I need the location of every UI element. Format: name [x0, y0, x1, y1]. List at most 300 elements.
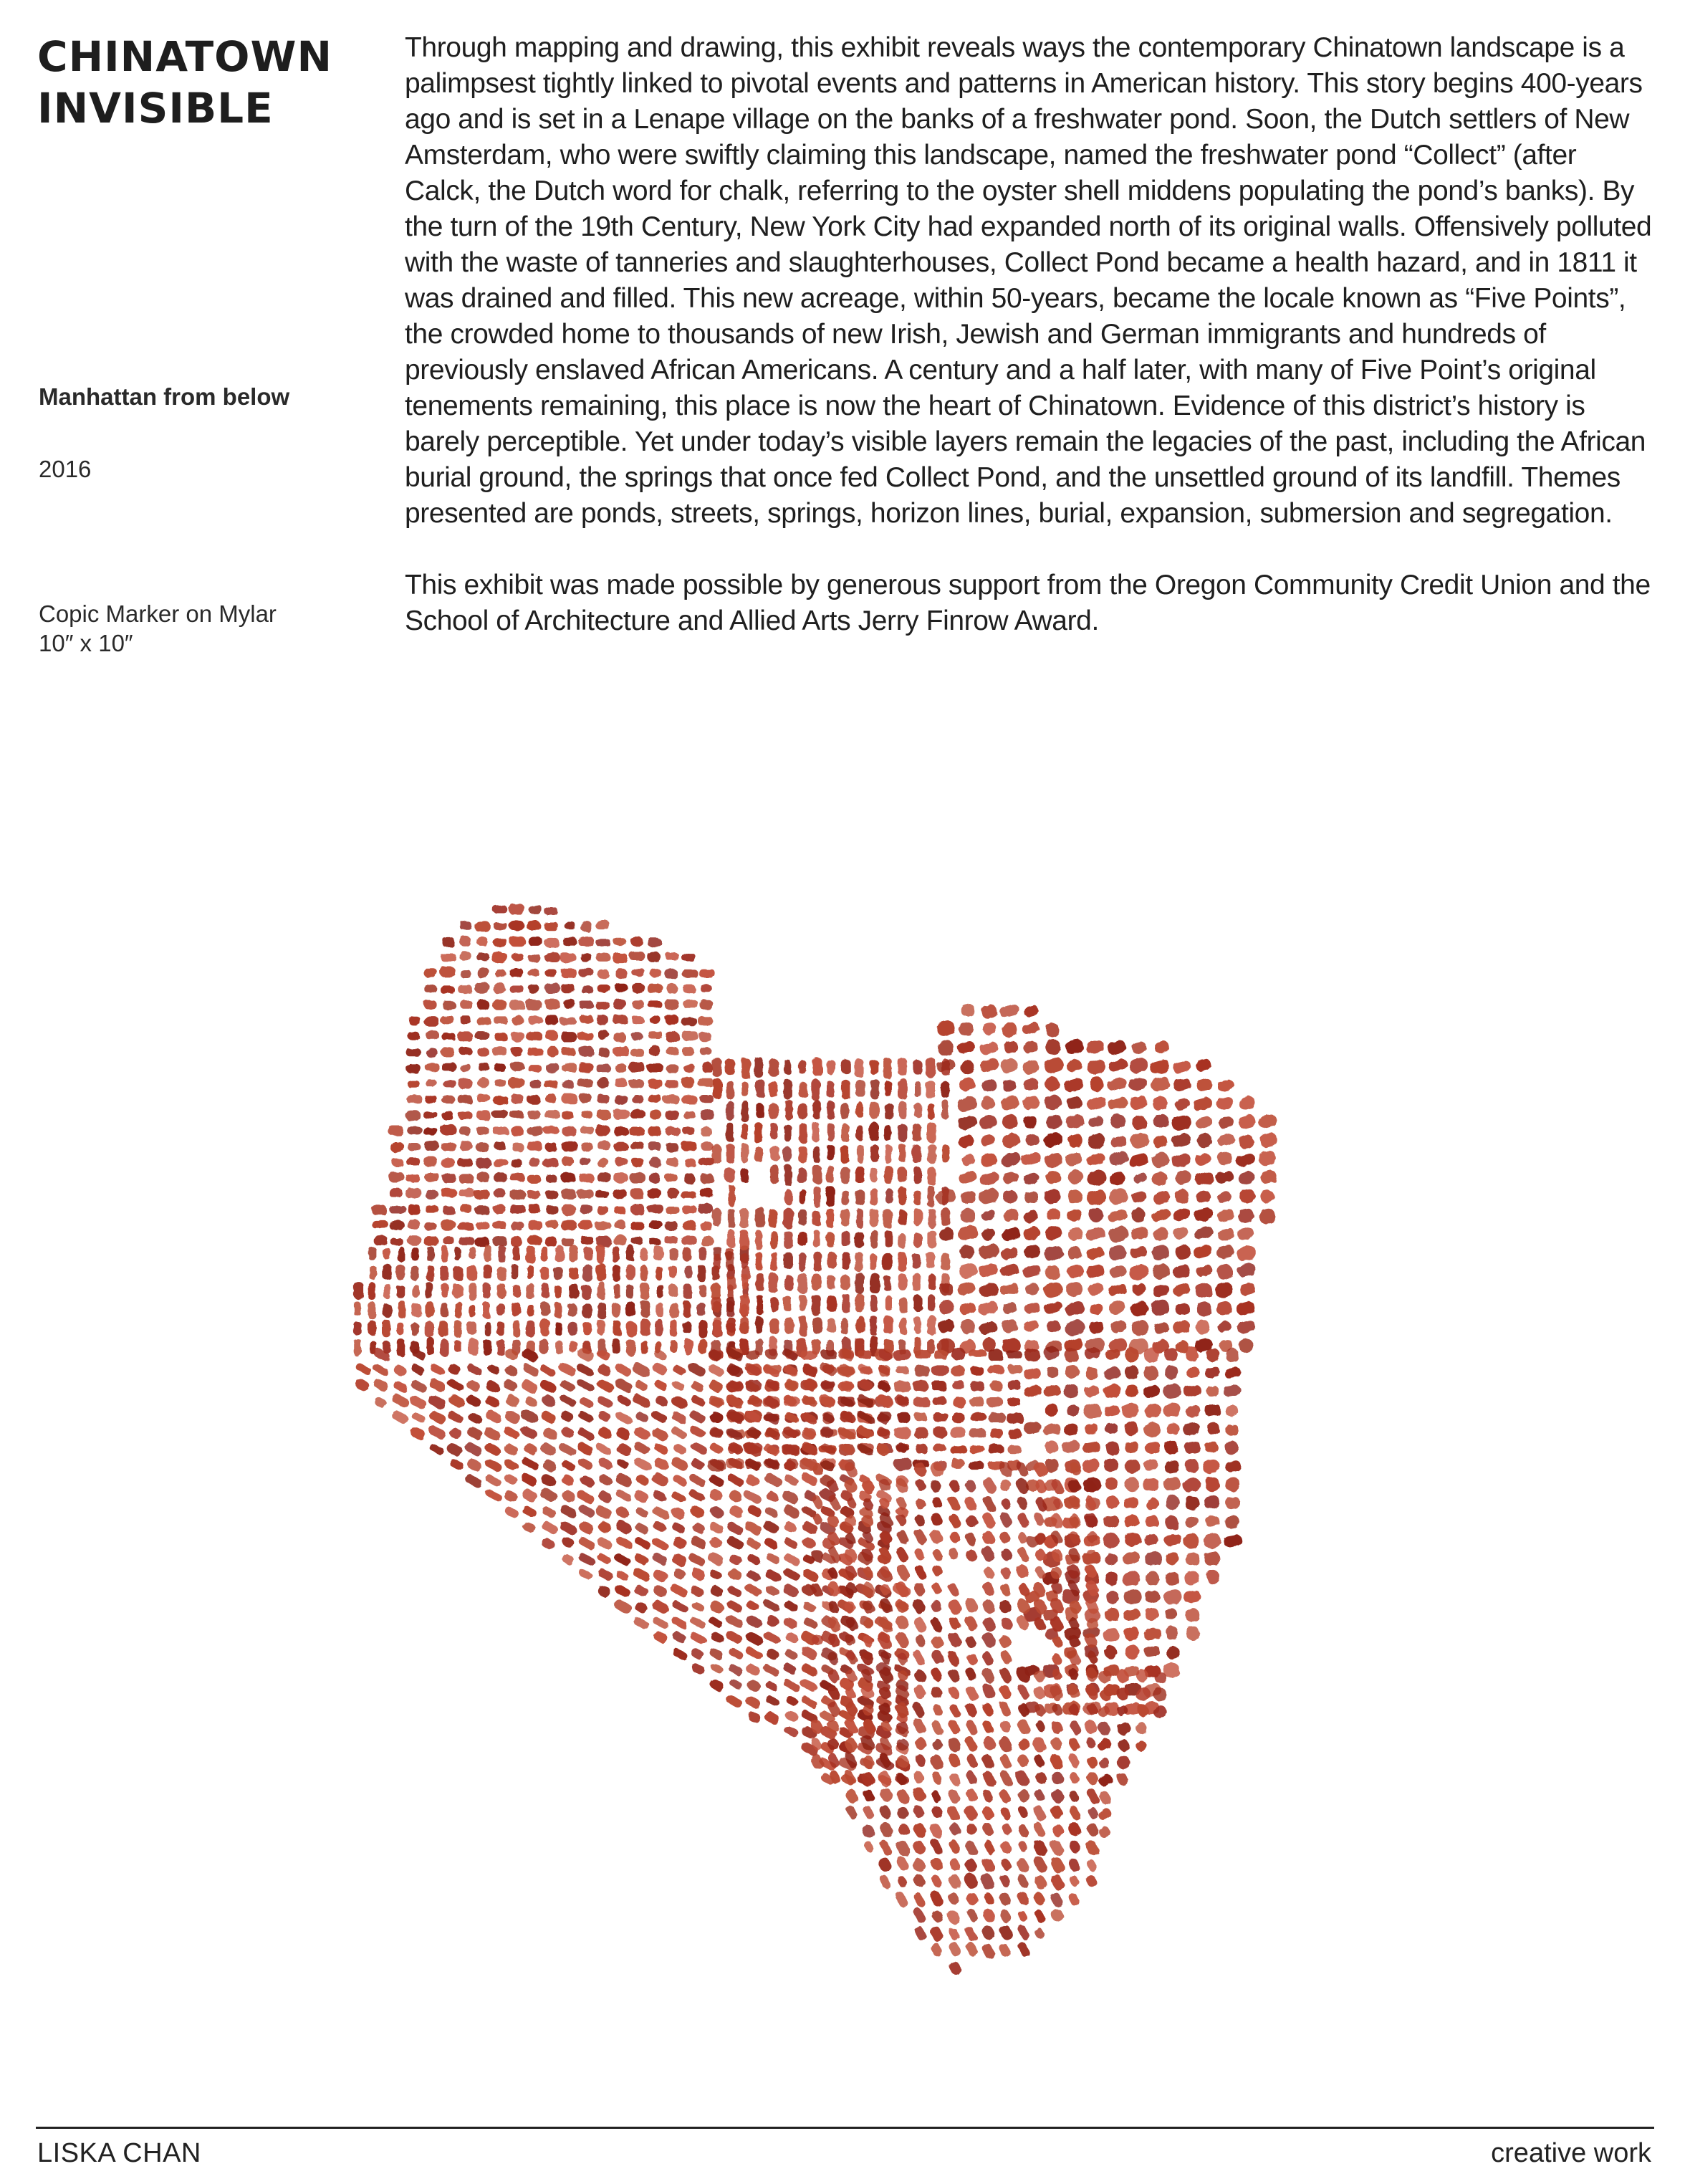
ink-block — [1172, 1060, 1192, 1075]
ink-block — [927, 1230, 936, 1248]
ink-block — [408, 1126, 422, 1135]
ink-block — [728, 1553, 744, 1567]
ink-block — [577, 1427, 595, 1442]
ink-block — [764, 1537, 779, 1550]
ink-block — [427, 1376, 447, 1393]
ink-block — [1195, 1300, 1213, 1318]
ink-block — [541, 1394, 557, 1409]
ink-block — [613, 1015, 628, 1024]
ink-block — [928, 1925, 945, 1943]
ink-block — [484, 1457, 503, 1473]
ink-block — [1045, 1208, 1061, 1222]
ink-block — [390, 1409, 410, 1425]
ink-block — [709, 1647, 724, 1660]
ink-block — [941, 1208, 950, 1226]
ink-block — [709, 1584, 725, 1598]
ink-block — [812, 1058, 822, 1076]
ink-block — [1050, 1788, 1066, 1804]
ink-block — [977, 1300, 999, 1316]
ink-block — [1216, 1133, 1236, 1148]
ink-block — [690, 1394, 706, 1408]
ink-block — [938, 1227, 955, 1242]
ink-block — [797, 1103, 807, 1119]
ink-block — [700, 1110, 714, 1120]
ink-block — [1146, 1497, 1160, 1511]
ink-block — [528, 1016, 542, 1024]
ink-block — [442, 937, 455, 947]
ink-block — [614, 1472, 633, 1489]
ink-block — [784, 1631, 800, 1644]
ink-block — [800, 1316, 807, 1336]
ink-block — [1024, 1421, 1042, 1435]
ink-block — [802, 1568, 820, 1583]
ink-block — [855, 1294, 864, 1313]
ink-block — [526, 1246, 535, 1263]
ink-block — [928, 1528, 945, 1546]
ink-block — [673, 1442, 688, 1455]
ink-block — [690, 1647, 705, 1660]
ink-block — [802, 1616, 819, 1630]
ink-block — [707, 1363, 726, 1378]
ink-block — [666, 1127, 681, 1135]
ink-block — [956, 1224, 979, 1242]
ink-block — [999, 1566, 1013, 1580]
ink-block — [520, 1424, 539, 1440]
ink-block — [762, 1394, 780, 1410]
ink-block — [746, 1678, 762, 1693]
ink-block — [942, 1144, 949, 1163]
ink-block — [595, 1222, 611, 1230]
ink-block — [632, 983, 645, 992]
ink-block — [1216, 1227, 1235, 1242]
ink-block — [368, 1321, 376, 1336]
ink-block — [1104, 1645, 1118, 1659]
ink-block — [1130, 1225, 1149, 1241]
ink-block — [744, 1520, 764, 1536]
ink-block — [443, 1236, 453, 1245]
ink-block — [762, 1663, 780, 1677]
ink-block — [670, 1505, 686, 1520]
ink-block — [1002, 1171, 1019, 1184]
ink-block — [1183, 1589, 1201, 1604]
ink-block — [648, 952, 661, 962]
ink-block — [353, 1321, 361, 1335]
ink-block — [911, 1857, 927, 1874]
ink-block — [1151, 1263, 1171, 1280]
ink-block — [741, 1274, 749, 1289]
ink-block — [443, 1206, 454, 1215]
ink-block — [896, 1366, 908, 1374]
ink-block — [958, 1262, 979, 1279]
ink-block — [969, 1397, 984, 1406]
ink-block — [965, 1752, 979, 1768]
ink-block — [1108, 1058, 1128, 1072]
ink-block — [802, 1600, 817, 1614]
ink-block — [580, 1204, 592, 1213]
ink-block — [455, 1341, 461, 1353]
ink-block — [1143, 1422, 1162, 1438]
ink-block — [726, 1318, 736, 1332]
ink-block — [460, 1204, 472, 1213]
ink-block — [841, 1103, 849, 1119]
ink-block — [894, 1839, 911, 1858]
ink-block — [745, 1537, 762, 1551]
ink-block — [838, 1347, 855, 1363]
ink-block — [614, 1220, 626, 1228]
ink-block — [458, 1111, 472, 1119]
ink-block — [1121, 1402, 1141, 1419]
ink-block — [1083, 1403, 1103, 1420]
ink-block — [1108, 1187, 1129, 1206]
ink-block — [784, 1709, 800, 1723]
ink-block — [1085, 1736, 1097, 1750]
ink-block — [633, 1441, 651, 1457]
ink-block — [1105, 1571, 1119, 1586]
ink-block — [634, 1521, 650, 1535]
ink-block — [1017, 1788, 1032, 1804]
ink-block — [988, 1412, 1005, 1422]
ink-block — [1143, 1459, 1159, 1472]
ink-block — [569, 1283, 579, 1299]
ink-block — [981, 1857, 997, 1874]
ink-block — [712, 1058, 721, 1077]
ink-block — [1123, 1626, 1141, 1642]
ink-block — [948, 1960, 963, 1976]
ink-block — [1194, 1152, 1211, 1167]
ink-block — [631, 1237, 643, 1245]
ink-block — [978, 1187, 1000, 1205]
ink-block — [441, 1283, 448, 1298]
ink-block — [442, 1174, 457, 1183]
ink-block — [1007, 1413, 1024, 1423]
ink-block — [931, 1738, 945, 1753]
ink-block — [556, 1341, 563, 1354]
ink-block — [540, 1537, 556, 1551]
ink-block — [579, 1001, 593, 1008]
ink-block — [1259, 1169, 1278, 1185]
ink-block — [528, 985, 539, 994]
ink-block — [1235, 1153, 1256, 1168]
ink-block — [683, 1284, 691, 1300]
ink-block — [999, 1263, 1019, 1277]
ink-block — [630, 1222, 645, 1230]
ink-block — [708, 1599, 725, 1615]
ink-block — [800, 1123, 807, 1143]
ink-block — [980, 1096, 996, 1111]
ink-block — [562, 1157, 574, 1166]
ink-block — [1206, 1421, 1220, 1435]
ink-block — [424, 985, 437, 992]
ink-block — [725, 1408, 746, 1425]
ink-block — [555, 1246, 565, 1263]
ink-block — [527, 1048, 544, 1055]
ink-block — [820, 1442, 837, 1455]
ink-block — [827, 1145, 835, 1162]
ink-block — [580, 1094, 592, 1103]
ink-block — [863, 1840, 875, 1853]
ink-block — [885, 1230, 893, 1247]
ink-block — [1216, 1244, 1236, 1260]
ink-block — [979, 1134, 996, 1147]
ink-block — [616, 1394, 632, 1407]
ink-block — [949, 1531, 961, 1544]
ink-block — [966, 1907, 979, 1923]
ink-block — [613, 999, 626, 1009]
ink-block — [640, 1301, 650, 1318]
ink-block — [390, 1143, 404, 1153]
ink-block — [964, 1531, 978, 1547]
ink-block — [1104, 1553, 1118, 1566]
ink-block — [954, 1397, 966, 1408]
ink-block — [964, 1925, 978, 1943]
ink-block — [513, 1246, 519, 1261]
ink-block — [530, 1080, 541, 1088]
ink-block — [1216, 1208, 1235, 1223]
ink-block — [576, 1489, 596, 1505]
ink-block — [424, 1016, 438, 1027]
ink-block — [841, 1318, 848, 1335]
ink-block — [744, 1473, 761, 1488]
ink-block — [1067, 1753, 1082, 1769]
ink-block — [666, 952, 679, 960]
ink-block — [544, 1081, 558, 1088]
ink-block — [1022, 1040, 1040, 1055]
ink-block — [744, 1630, 764, 1647]
ink-block — [860, 1823, 876, 1839]
ink-block — [1259, 1131, 1279, 1149]
ink-block — [613, 1046, 630, 1056]
ink-block — [527, 1265, 534, 1279]
ink-block — [1124, 1458, 1141, 1474]
ink-block — [615, 1079, 628, 1087]
ink-block — [800, 1351, 817, 1359]
ink-block — [997, 1599, 1013, 1615]
ink-block — [1163, 1364, 1179, 1380]
ink-block — [951, 1366, 964, 1376]
ink-block — [598, 1048, 610, 1057]
ink-block — [1085, 1169, 1108, 1187]
ink-block — [483, 1426, 501, 1442]
ink-block — [842, 1231, 850, 1247]
ink-block — [511, 1237, 522, 1247]
ink-block — [896, 1855, 910, 1872]
ink-block — [474, 1190, 489, 1199]
ink-block — [914, 1167, 921, 1184]
ink-block — [425, 1173, 440, 1181]
ink-block — [855, 1080, 865, 1097]
ink-block — [701, 1237, 714, 1247]
ink-block — [743, 1489, 762, 1505]
ink-block — [725, 1427, 744, 1442]
ink-block — [764, 1457, 781, 1471]
ink-block — [1184, 1457, 1200, 1473]
ink-block — [756, 1080, 765, 1098]
ink-block — [545, 1236, 557, 1246]
ink-block — [631, 1032, 642, 1040]
ink-block — [671, 1340, 677, 1352]
ink-block — [1008, 1380, 1021, 1390]
ink-block — [912, 1821, 928, 1839]
ink-block — [541, 1505, 557, 1520]
ink-block — [425, 1096, 437, 1103]
ink-block — [427, 1265, 435, 1282]
ink-block — [527, 1191, 541, 1198]
ink-block — [936, 1039, 955, 1057]
ink-block — [1130, 1190, 1147, 1204]
ink-block — [650, 1505, 671, 1520]
ink-block — [800, 1394, 818, 1408]
ink-block — [632, 1157, 643, 1167]
ink-block — [709, 1442, 724, 1455]
ink-block — [649, 1173, 661, 1183]
ink-block — [1085, 1787, 1100, 1806]
ink-block — [963, 1857, 979, 1874]
ink-block — [764, 1694, 781, 1708]
ink-block — [928, 1209, 936, 1228]
ink-block — [388, 1172, 404, 1182]
ink-block — [652, 1520, 668, 1533]
ink-block — [512, 1047, 522, 1056]
ink-block — [981, 1529, 997, 1546]
ink-block — [1131, 1282, 1147, 1296]
ink-block — [1063, 1422, 1079, 1437]
ink-block — [812, 1295, 821, 1316]
ink-block — [1171, 1132, 1192, 1149]
ink-block — [1144, 1441, 1161, 1455]
ink-block — [1237, 1226, 1255, 1241]
ink-block — [1042, 1281, 1064, 1300]
ink-block — [899, 1144, 906, 1162]
ink-block — [483, 1283, 491, 1299]
ink-block — [439, 1321, 448, 1337]
ink-block — [741, 1144, 749, 1164]
ink-block — [689, 1584, 705, 1599]
ink-block — [1257, 1113, 1277, 1129]
ink-block — [1194, 1282, 1213, 1299]
ink-block — [1066, 1189, 1083, 1205]
ink-block — [744, 1457, 762, 1472]
ink-block — [554, 1267, 562, 1280]
ink-block — [597, 1320, 604, 1336]
ink-block — [466, 1363, 484, 1377]
ink-block — [926, 1252, 936, 1268]
ink-block — [1103, 1515, 1120, 1528]
ink-block — [842, 1293, 850, 1313]
ink-block — [657, 1285, 664, 1298]
ink-block — [666, 1110, 679, 1120]
ink-block — [1096, 1720, 1113, 1736]
ink-block — [1224, 1476, 1241, 1493]
ink-block — [614, 1584, 632, 1599]
ink-block — [1065, 1280, 1084, 1298]
ink-block — [937, 1318, 956, 1334]
ink-block — [952, 1412, 964, 1423]
ink-block — [649, 1238, 661, 1245]
ink-block — [596, 939, 610, 947]
ink-block — [613, 1598, 633, 1615]
ink-block — [946, 1649, 961, 1667]
ink-block — [409, 1016, 421, 1026]
ink-block — [398, 1247, 405, 1262]
ink-block — [879, 1839, 893, 1857]
ink-block — [459, 1015, 471, 1023]
ink-block — [596, 1015, 608, 1025]
ink-block — [408, 1204, 421, 1215]
ink-block — [725, 1058, 734, 1075]
ink-block — [465, 1394, 482, 1409]
ink-block — [979, 1041, 999, 1056]
ink-block — [626, 1285, 633, 1298]
ink-block — [1206, 1569, 1220, 1585]
ink-block — [929, 1857, 944, 1872]
ink-block — [784, 1231, 793, 1249]
ink-block — [1049, 1736, 1063, 1751]
ink-block — [1008, 1397, 1020, 1407]
ink-block — [699, 969, 715, 978]
ink-block — [1044, 1151, 1065, 1169]
ink-block — [1017, 1910, 1029, 1923]
ink-block — [1045, 1170, 1062, 1185]
ink-block — [1000, 1020, 1019, 1038]
ink-block — [741, 1058, 750, 1079]
ink-block — [504, 1458, 519, 1472]
ink-block — [424, 1000, 437, 1009]
ink-block — [545, 999, 560, 1010]
ink-block — [632, 1095, 643, 1103]
ink-block — [539, 1339, 548, 1354]
ink-block — [701, 1174, 714, 1184]
ink-block — [912, 1615, 928, 1634]
ink-block — [383, 1247, 390, 1260]
ink-block — [615, 1411, 633, 1426]
ink-block — [800, 1645, 819, 1661]
ink-block — [568, 1322, 577, 1336]
ink-block — [577, 1033, 594, 1040]
ink-block — [912, 1581, 927, 1598]
ink-block — [545, 1094, 557, 1103]
ink-block — [1048, 1753, 1065, 1771]
ink-block — [878, 1804, 893, 1820]
ink-block — [1144, 1607, 1160, 1622]
ink-block — [1237, 1095, 1256, 1111]
ink-block — [981, 1806, 996, 1822]
ink-block — [999, 1873, 1012, 1889]
ink-block — [764, 1584, 780, 1597]
ink-block — [913, 1735, 928, 1752]
ink-block — [913, 1925, 928, 1943]
ink-block — [980, 1753, 995, 1770]
ink-block — [494, 1141, 506, 1149]
ink-block — [373, 1378, 389, 1393]
ink-block — [911, 1786, 928, 1803]
ink-block — [1150, 1243, 1171, 1262]
ink-block — [1068, 1805, 1082, 1821]
ink-block — [1030, 1735, 1047, 1754]
ink-block — [1110, 1319, 1128, 1334]
ink-block — [577, 1457, 594, 1471]
ink-block — [1044, 1440, 1058, 1454]
ink-block — [635, 1507, 650, 1519]
ink-block — [613, 1552, 632, 1567]
ink-block — [740, 1294, 749, 1316]
ink-block — [1184, 1608, 1201, 1622]
ink-block — [745, 1646, 764, 1661]
ink-block — [1086, 1152, 1106, 1167]
ink-block — [459, 921, 471, 929]
ink-block — [497, 1267, 506, 1280]
ink-block — [596, 1378, 616, 1394]
ink-block — [509, 1204, 525, 1214]
